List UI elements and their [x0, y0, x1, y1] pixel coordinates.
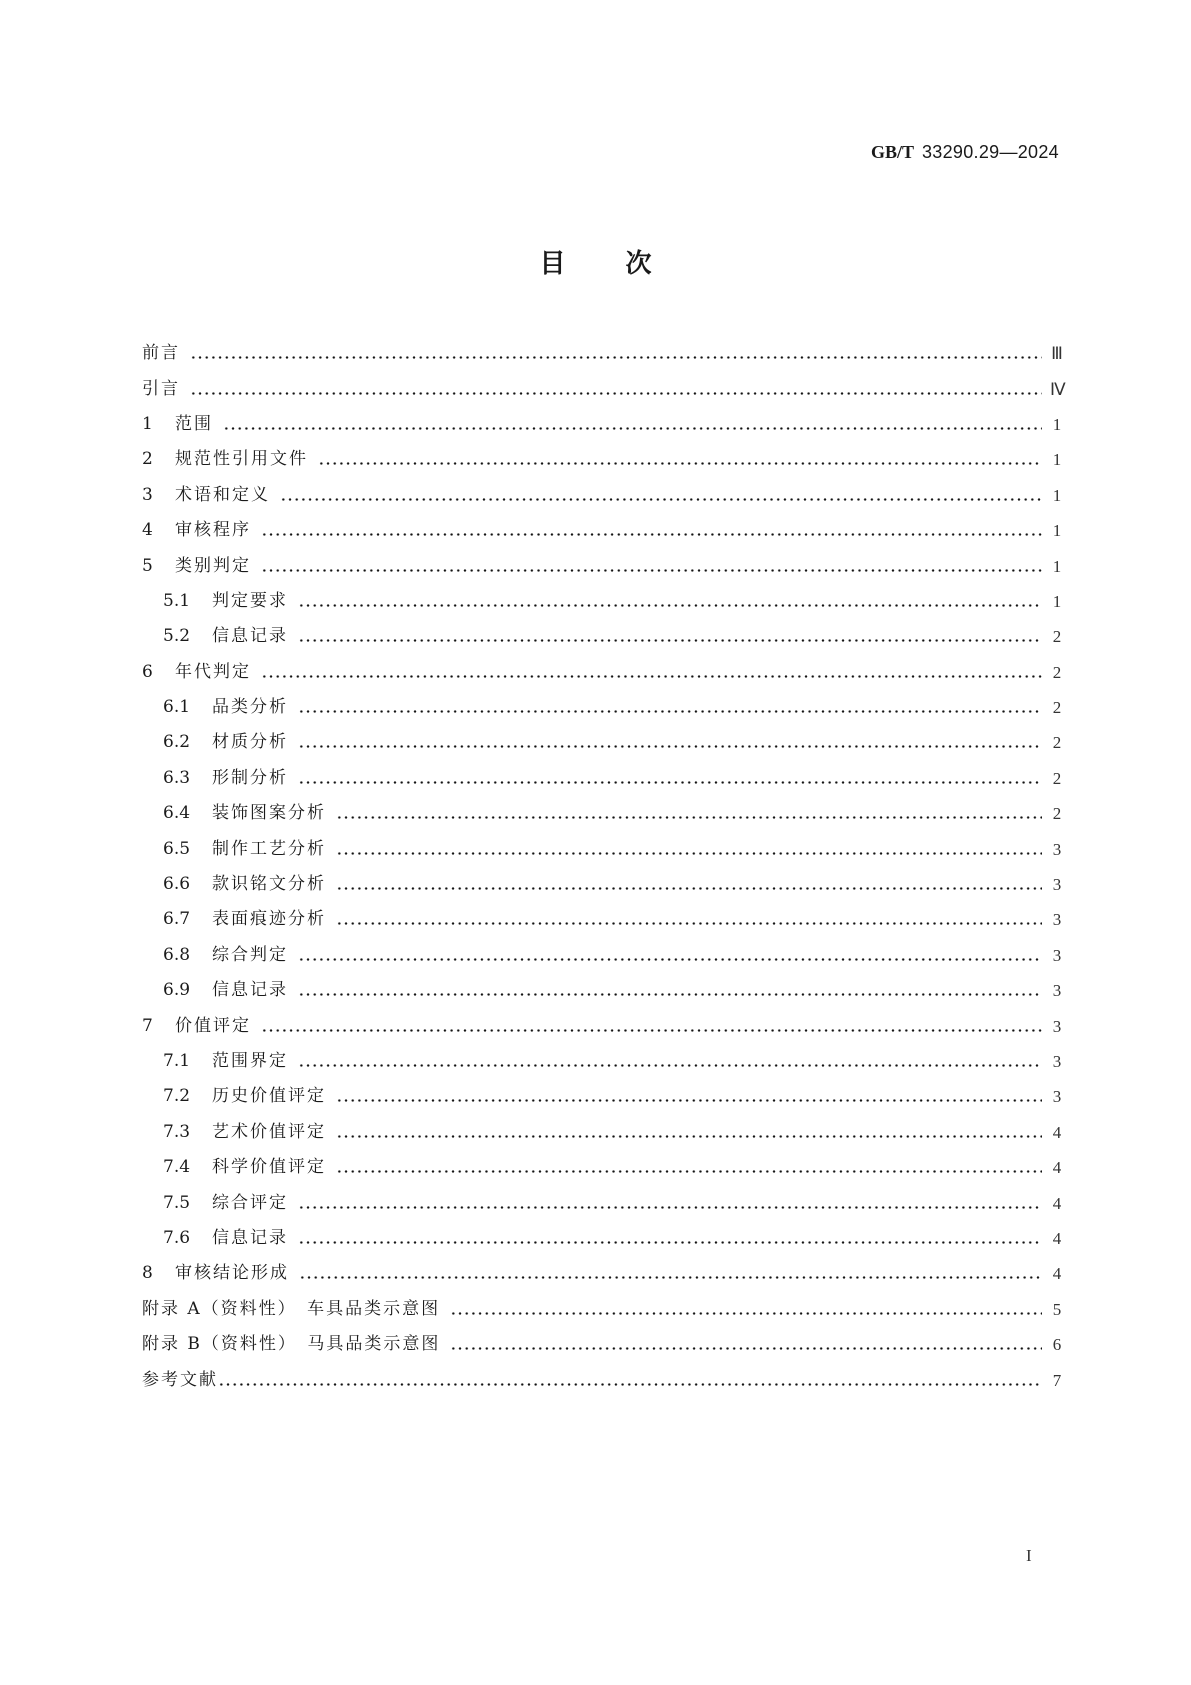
toc-entry[interactable] [142, 796, 1064, 831]
toc-entry-number: 8 [142, 1263, 153, 1284]
toc-entry[interactable] [142, 548, 1064, 583]
dot-leader [298, 699, 1042, 716]
toc-entry-page: 4 [1052, 1228, 1062, 1248]
toc-entry[interactable] [142, 655, 1064, 690]
toc-entry[interactable] [142, 513, 1064, 548]
toc-entry-label: 范围界定 [212, 1051, 288, 1071]
toc-entry-page: 2 [1052, 804, 1062, 824]
toc-entry-label: 信息记录 [212, 1227, 288, 1248]
toc-entry-label: 价值评定 [175, 1015, 251, 1036]
toc-entry-page: 2 [1052, 698, 1062, 718]
toc-entry-number: 7.6 [163, 1227, 191, 1248]
toc-entry-page: 1 [1052, 450, 1062, 470]
toc-entry-page: 3 [1052, 945, 1062, 965]
toc-entry-label: 装饰图案分析 [212, 803, 326, 824]
toc-entry-number: 6.8 [163, 944, 191, 965]
toc-entry[interactable] [142, 1362, 1064, 1397]
toc-entry-label: 年代判定 [175, 661, 251, 682]
toc-entry-number: 7.2 [163, 1086, 191, 1107]
dot-leader [298, 628, 1042, 645]
standard-number: 33290.29—2024 [921, 142, 1059, 162]
toc-entry-number: 1 [142, 413, 153, 434]
toc-entry-page: 4 [1052, 1193, 1062, 1213]
toc-entry[interactable] [142, 1221, 1064, 1256]
toc-entry[interactable] [142, 690, 1064, 725]
toc-entry[interactable] [142, 1185, 1064, 1220]
toc-entry-page: Ⅲ [1051, 344, 1063, 364]
dot-leader [450, 1336, 1042, 1353]
toc-entry-page: 4 [1052, 1158, 1062, 1178]
dot-leader [298, 734, 1042, 751]
toc-entry[interactable] [142, 761, 1064, 796]
toc-entry-label: 引言 [142, 378, 180, 399]
toc-entry-label: 材质分析 [212, 732, 288, 753]
toc-entry-page: 7 [1052, 1370, 1062, 1390]
toc-entry-page: 1 [1052, 591, 1062, 611]
toc-entry-number: 6.5 [163, 838, 191, 859]
standard-prefix: GB/T [870, 142, 914, 162]
toc-entry-number: 6.6 [163, 874, 191, 895]
toc-entry-label: 审核结论形成 [175, 1263, 289, 1284]
standard-code [871, 142, 1059, 163]
toc-entry[interactable] [142, 831, 1064, 866]
toc-entry-page: 2 [1052, 627, 1062, 647]
dot-leader [336, 876, 1042, 893]
toc-entry-page: 1 [1052, 521, 1062, 541]
toc-entry[interactable] [142, 725, 1064, 760]
toc-entry-page: 1 [1052, 485, 1062, 505]
toc-entry[interactable] [142, 442, 1064, 477]
toc-entry-number: 5.2 [163, 626, 191, 647]
dot-leader [223, 416, 1042, 433]
dot-leader [218, 1372, 1042, 1389]
toc-entry-label: 信息记录 [212, 980, 288, 1001]
toc-entry[interactable] [142, 336, 1064, 371]
toc-entry-number: 7.5 [163, 1192, 191, 1213]
toc-entry-number: 7.1 [163, 1051, 191, 1071]
toc-entry-page: 2 [1052, 733, 1062, 753]
toc-entry[interactable] [142, 371, 1064, 406]
table-of-contents [142, 336, 1064, 1398]
toc-entry-label: 审核程序 [175, 520, 251, 541]
toc-entry[interactable] [142, 407, 1064, 442]
toc-entry-label: 综合评定 [212, 1192, 288, 1213]
dot-leader [298, 947, 1042, 964]
dot-leader [190, 345, 1042, 362]
toc-entry-page: 5 [1052, 1299, 1062, 1319]
toc-entry-page: 3 [1052, 1016, 1062, 1036]
dot-leader [261, 664, 1042, 681]
toc-entry-page: 3 [1052, 1087, 1062, 1107]
dot-leader [299, 1265, 1042, 1282]
toc-entry[interactable] [142, 584, 1064, 619]
toc-entry-label: 形制分析 [212, 767, 288, 788]
dot-leader [298, 1230, 1042, 1247]
toc-entry-label: 类别判定 [175, 555, 251, 576]
page-title: 目次 [539, 249, 712, 279]
toc-entry-label: 范围 [175, 413, 213, 434]
dot-leader [318, 451, 1042, 468]
toc-entry-page: 3 [1052, 875, 1062, 895]
toc-entry[interactable] [142, 973, 1064, 1008]
toc-entry[interactable] [142, 1044, 1064, 1079]
toc-entry-label: 附录 B（资料性） 马具品类示意图 [142, 1334, 441, 1355]
toc-entry[interactable] [142, 1079, 1064, 1114]
toc-entry-label: 判定要求 [212, 590, 288, 611]
toc-entry-number: 6.1 [163, 697, 191, 718]
toc-entry[interactable] [142, 1256, 1064, 1291]
toc-entry[interactable] [142, 1008, 1064, 1043]
dot-leader [298, 982, 1042, 999]
toc-entry-number: 7 [142, 1015, 153, 1036]
toc-entry-page: 4 [1052, 1264, 1062, 1284]
toc-entry-label: 科学价值评定 [212, 1157, 326, 1178]
toc-entry-number: 6.3 [163, 767, 191, 788]
toc-entry-number: 6 [142, 661, 153, 682]
toc-entry-number: 6.4 [163, 803, 191, 824]
toc-entry-page: 4 [1052, 1122, 1062, 1142]
dot-leader [336, 1124, 1042, 1141]
toc-entry-label: 综合判定 [212, 944, 288, 965]
toc-entry-label: 制作工艺分析 [212, 838, 326, 859]
toc-entry-page: 1 [1052, 414, 1062, 434]
toc-entry-label: 前言 [142, 343, 180, 364]
toc-entry-label: 款识铭文分析 [212, 874, 326, 895]
toc-entry-number: 6.2 [163, 732, 191, 753]
toc-entry-page: 2 [1052, 768, 1062, 788]
toc-entry-number: 2 [142, 449, 153, 470]
dot-leader [298, 1053, 1042, 1070]
footer-page-number: I [1026, 1546, 1032, 1565]
dot-leader [336, 841, 1042, 858]
toc-entry-number: 7.4 [163, 1157, 191, 1178]
toc-entry-number: 6.7 [163, 909, 191, 930]
toc-entry-label: 历史价值评定 [212, 1086, 326, 1107]
dot-leader [336, 1088, 1042, 1105]
toc-entry-number: 3 [142, 484, 153, 505]
toc-entry-label: 表面痕迹分析 [212, 909, 326, 930]
toc-entry-label: 品类分析 [212, 697, 288, 718]
toc-entry-page: 3 [1052, 1052, 1062, 1071]
toc-entry-page: 3 [1052, 910, 1062, 930]
dot-leader [261, 522, 1042, 539]
toc-entry[interactable] [142, 478, 1064, 513]
toc-entry-label: 参考文献 [142, 1369, 218, 1390]
dot-leader [298, 593, 1042, 610]
toc-entry-page: 3 [1052, 839, 1062, 859]
toc-entry-page: 1 [1052, 556, 1062, 576]
dot-leader [336, 805, 1042, 822]
toc-entry-number: 5.1 [163, 590, 191, 611]
toc-entry[interactable] [142, 1327, 1064, 1362]
toc-entry-page: 6 [1052, 1335, 1062, 1355]
toc-entry[interactable] [142, 867, 1064, 902]
toc-entry-page: Ⅳ [1050, 379, 1066, 399]
dot-leader [280, 487, 1042, 504]
toc-entry[interactable] [142, 1292, 1064, 1327]
toc-entry[interactable] [142, 1150, 1064, 1185]
toc-entry-number: 6.9 [163, 980, 191, 1001]
dot-leader [336, 1159, 1042, 1176]
toc-entry-label: 附录 A（资料性） 车具品类示意图 [142, 1298, 441, 1319]
toc-entry-number: 5 [142, 555, 153, 576]
toc-entry-label: 艺术价值评定 [212, 1121, 326, 1142]
toc-entry[interactable] [142, 1115, 1064, 1150]
dot-leader [190, 381, 1042, 398]
toc-entry-label: 术语和定义 [175, 484, 270, 505]
dot-leader [298, 770, 1042, 787]
toc-entry-number: 7.3 [163, 1121, 191, 1142]
dot-leader [261, 558, 1042, 575]
toc-entry[interactable] [142, 619, 1064, 654]
dot-leader [450, 1301, 1042, 1318]
dot-leader [261, 1018, 1042, 1035]
toc-entry-page: 2 [1052, 662, 1062, 682]
toc-entry-page: 3 [1052, 981, 1062, 1001]
dot-leader [298, 1195, 1042, 1212]
toc-entry[interactable] [142, 938, 1064, 973]
toc-entry-label: 信息记录 [212, 626, 288, 647]
dot-leader [336, 911, 1042, 928]
toc-entry-label: 规范性引用文件 [175, 449, 308, 470]
toc-entry-number: 4 [142, 520, 153, 541]
toc-entry[interactable] [142, 902, 1064, 937]
